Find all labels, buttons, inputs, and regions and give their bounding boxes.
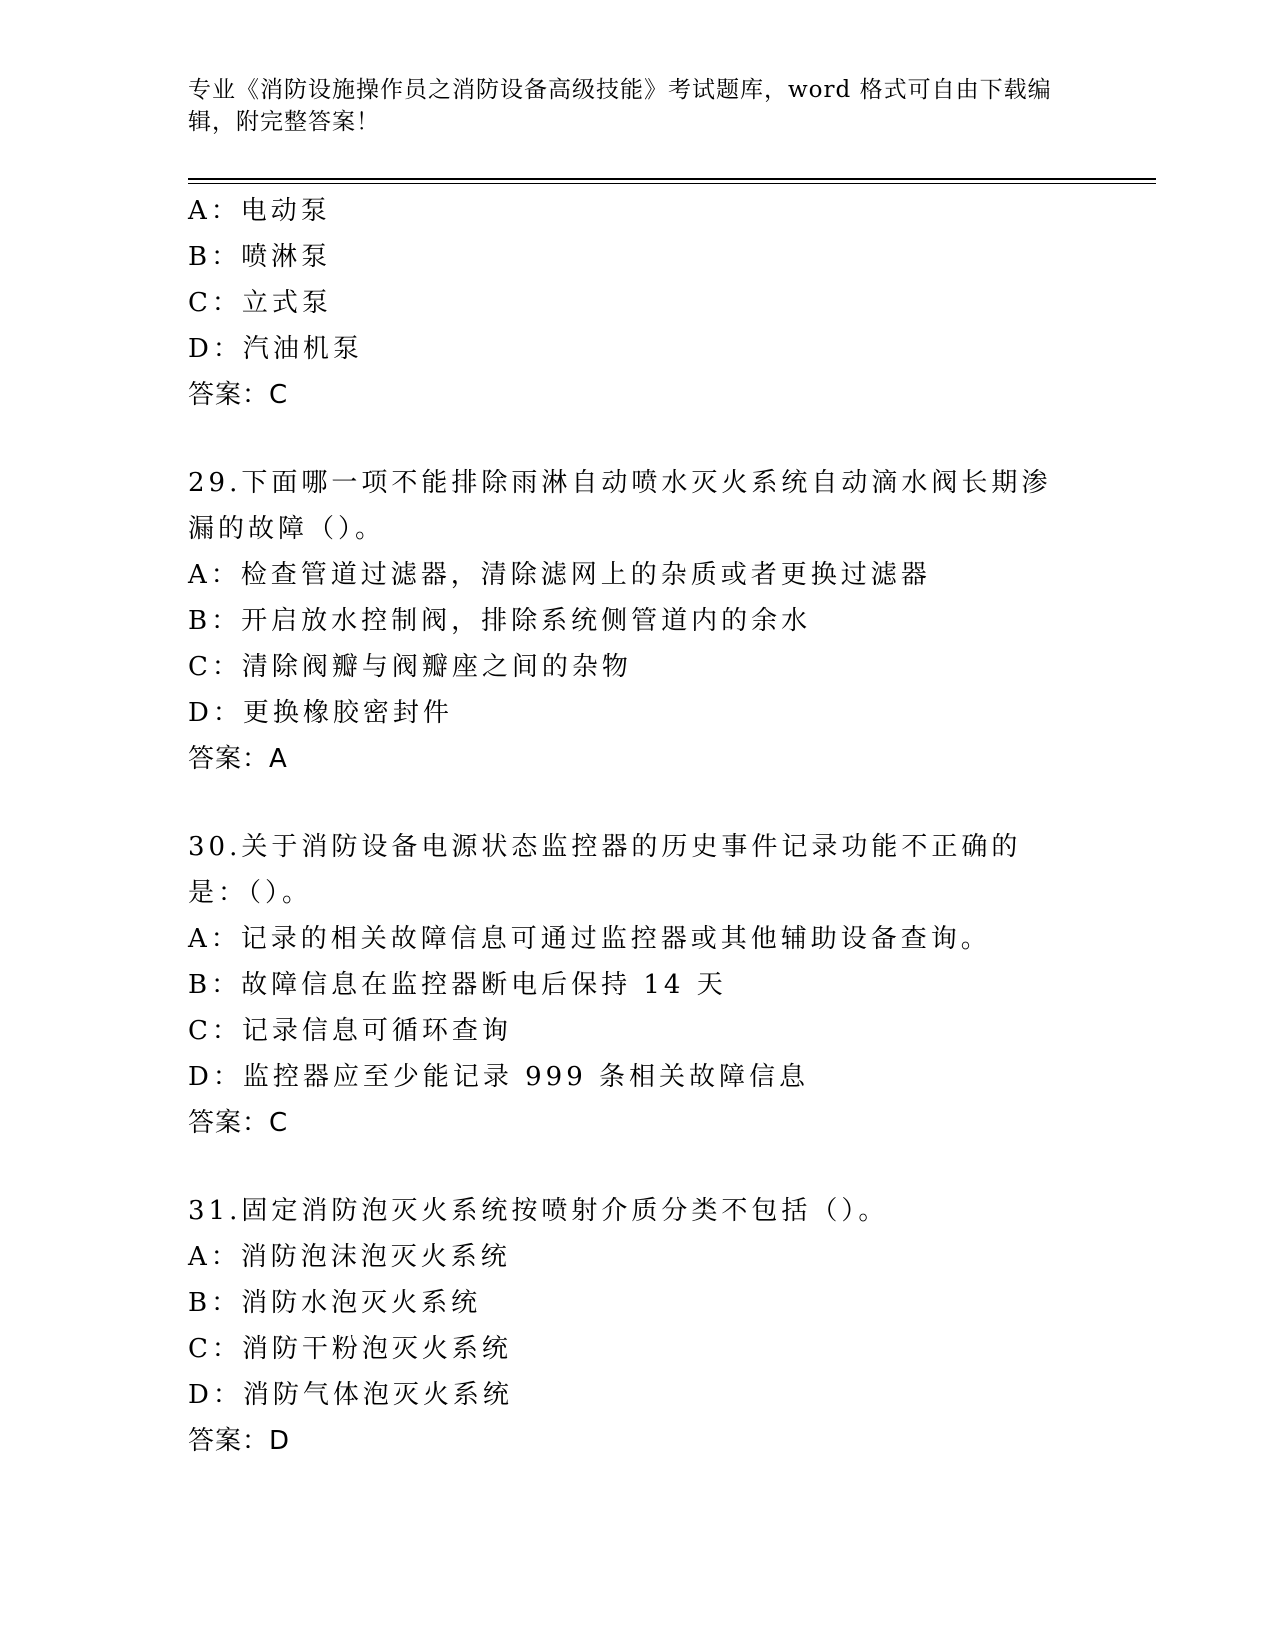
option-d: D：消防气体泡灭火系统 <box>188 1380 513 1410</box>
option-d: D：监控器应至少能记录 999 条相关故障信息 <box>188 1062 810 1092</box>
option-b: B：故障信息在监控器断电后保持 14 天 <box>188 970 727 1000</box>
document-intro <box>188 74 1078 138</box>
header-divider-thick <box>188 178 1156 180</box>
question-30 <box>188 824 1088 1146</box>
intro-line-1: 专业《消防设施操作员之消防设备高级技能》考试题库，word 格式可自由下载编 <box>188 77 1052 103</box>
option-d: D：更换橡胶密封件 <box>188 698 453 728</box>
question-list <box>188 188 1088 1464</box>
answer: 答案：A <box>188 744 288 774</box>
question-29 <box>188 460 1088 782</box>
option-a: A：记录的相关故障信息可通过监控器或其他辅助设备查询。 <box>188 924 991 954</box>
question-31 <box>188 1188 1088 1464</box>
option-d: D：汽油机泵 <box>188 334 363 364</box>
option-c: C：立式泵 <box>188 288 332 318</box>
option-b: B：喷淋泵 <box>188 242 332 272</box>
option-a: A：检查管道过滤器，清除滤网上的杂质或者更换过滤器 <box>188 560 931 590</box>
answer: 答案：C <box>188 380 289 410</box>
question-stem: 31.固定消防泡灭火系统按喷射介质分类不包括（）。 <box>188 1196 889 1226</box>
option-c: C：记录信息可循环查询 <box>188 1016 512 1046</box>
question-stem: 29.下面哪一项不能排除雨淋自动喷水灭火系统自动滴水阀长期渗漏的故障（）。 <box>188 468 1052 544</box>
option-c: C：清除阀瓣与阀瓣座之间的杂物 <box>188 652 632 682</box>
option-a: A：电动泵 <box>188 196 331 226</box>
answer: 答案：D <box>188 1426 291 1456</box>
answer: 答案：C <box>188 1108 289 1138</box>
option-b: B：消防水泡灭火系统 <box>188 1288 482 1318</box>
intro-line-2: 辑，附完整答案！ <box>188 109 380 135</box>
option-a: A：消防泡沫泡灭火系统 <box>188 1242 511 1272</box>
question-continued <box>188 188 1088 418</box>
option-b: B：开启放水控制阀，排除系统侧管道内的余水 <box>188 606 812 636</box>
question-stem: 30.关于消防设备电源状态监控器的历史事件记录功能不正确的是：（）。 <box>188 832 1022 908</box>
option-c: C：消防干粉泡灭火系统 <box>188 1334 512 1364</box>
header-divider-thin <box>188 183 1156 184</box>
